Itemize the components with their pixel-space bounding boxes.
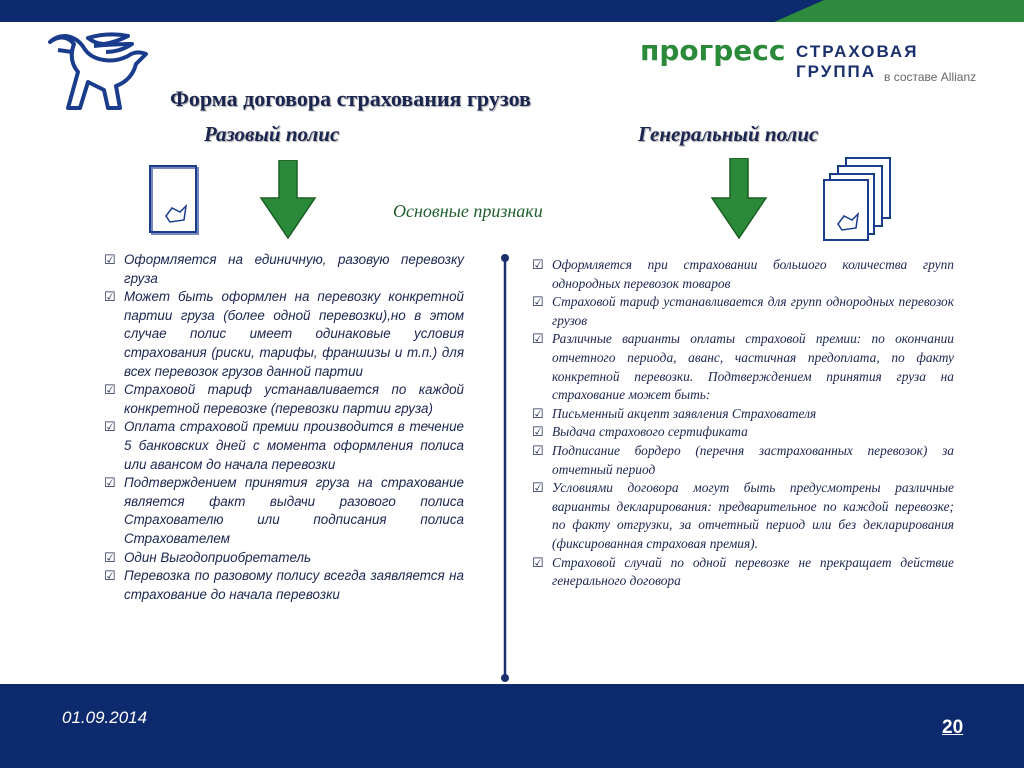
brand-group: СТРАХОВАЯ ГРУППА [796,42,919,81]
list-item: ☑ Перевозка по разовому полису всегда заявляется на страхование до начала перевозки [104,568,464,602]
checkbox-bullet-icon: ☑ [532,405,544,421]
checkbox-bullet-icon: ☑ [104,289,116,305]
brand-logo [640,34,1000,94]
checkbox-bullet-icon: ☑ [104,568,116,584]
checkbox-bullet-icon: ☑ [532,257,544,272]
list-item: ☑ Страховой тариф устанавливается для групп однородных перевозок грузов [532,294,954,328]
main-features-label: Основные признаки [393,201,543,221]
vertical-divider [495,252,515,684]
general-policy-documents-icon [822,154,894,242]
left-heading: Разовый полис [204,122,340,146]
list-item: ☑ Условиями договора могут быть предусмотрены различные варианты декларирования: предварительное по каждой перевозке; по факту отгрузки, за отчетный период или без декларирования (фиксированная страховая премия). [532,480,954,551]
down-arrow-right-icon [710,158,768,240]
single-policy-features [104,251,464,604]
right-heading: Генеральный полис [638,122,819,146]
list-item: ☑ Может быть оформлен на перевозку конкретной партии груза (более одной перевозки),но в этом случае полис имеет одинаковые условия страхования (риски, тарифы, франшизы и т.п.) для всех перевозок грузов данной партии [104,289,464,379]
checkbox-bullet-icon: ☑ [532,554,544,570]
list-item: ☑ Подтверждением принятия груза на страхование является факт выдачи разового полиса Страхователю или подписания полиса Страхователем [104,475,464,546]
checkbox-bullet-icon: ☑ [532,480,544,496]
checkbox-bullet-icon: ☑ [104,382,116,398]
down-arrow-left-icon [259,160,317,240]
checkbox-bullet-icon: ☑ [532,294,544,310]
checkbox-bullet-icon: ☑ [104,549,116,565]
footer [0,684,1024,768]
list-item: ☑ Выдача страхового сертификата [532,423,954,442]
checkbox-bullet-icon: ☑ [532,424,544,440]
list-item: ☑ Страховой тариф устанавливается по каждой конкретной перевозке (перевозки партии груза) [104,382,464,416]
brand-name: прогресс [640,34,786,67]
list-item: ☑ Оплата страховой премии производится в течение 5 банковских дней с момента оформления полиса или авансом до начала перевозки [104,419,464,472]
checkbox-bullet-icon: ☑ [104,252,116,267]
griffin-logo-icon [44,30,152,112]
checkbox-bullet-icon: ☑ [104,419,116,435]
checkbox-bullet-icon: ☑ [532,331,544,347]
list-item: ☑ Письменный акцепт заявления Страхователя [532,405,954,424]
list-item: ☑ Оформляется при страховании большого количества групп однородных перевозок товаров [532,257,954,291]
checkbox-bullet-icon: ☑ [532,442,544,458]
list-item: ☑ Оформляется на единичную, разовую перевозку груза [104,252,464,286]
brand-subtitle: в составе Allianz [884,70,977,84]
list-item: ☑ Страховой случай по одной перевозке не прекращает действие генерального договора [532,554,954,589]
top-bar-accent [774,0,1024,22]
list-item: ☑ Один Выгодоприобретатель [104,549,464,568]
top-bar [0,0,1024,22]
checkbox-bullet-icon: ☑ [104,475,116,491]
list-item: ☑ Подписание бордеро (перечня застрахованных перевозок) за отчетный период [532,442,954,477]
footer-date: 01.09.2014 [62,708,148,727]
list-item: ☑ Различные варианты оплаты страховой премии: по окончании отчетного периода, аванс, частичная предоплата, по факту конкретной перевозки. Подтверждением принятия груза на страхование может быть: [532,331,954,403]
slide-title: Форма договора страхования грузов [170,86,531,111]
page-number[interactable]: 20 [942,717,964,738]
general-policy-features [532,256,954,591]
single-policy-document-icon [146,164,202,236]
